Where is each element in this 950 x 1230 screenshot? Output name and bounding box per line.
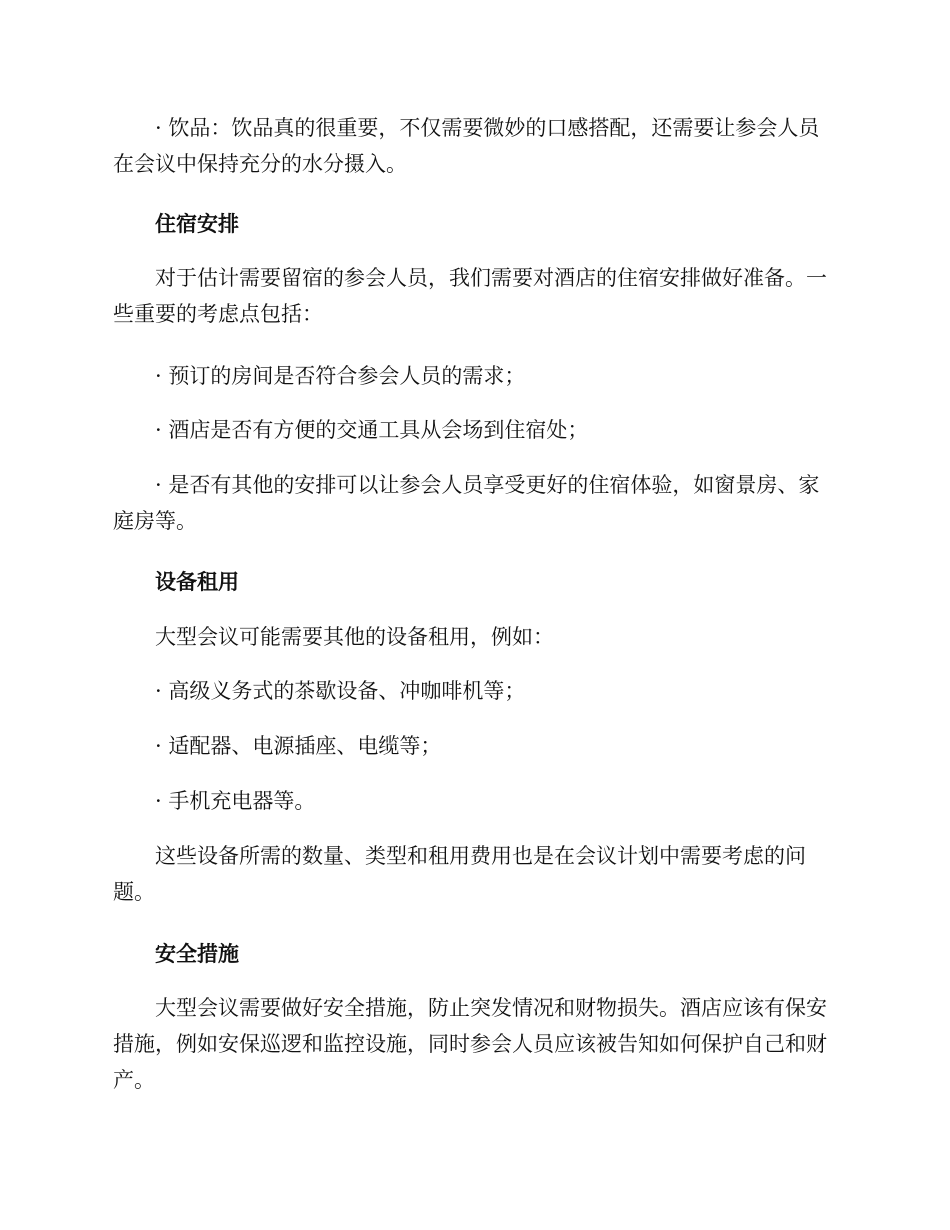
- paragraph-equipment-intro: 大型会议可能需要其他的设备租用，例如：: [155, 625, 554, 649]
- paragraph-drinks: · 饮品：饮品真的很重要，不仅需要微妙的口感搭配，还需要让参会人员在会议中保持充分的水分摄入。: [113, 116, 820, 176]
- list-item-adapters: · 适配器、电源插座、电缆等；: [155, 734, 442, 758]
- heading-accommodation: 住宿安排: [155, 212, 239, 236]
- list-item-better-experience: · 是否有其他的安排可以让参会人员享受更好的住宿体验，如窗景房、家庭房等。: [113, 473, 820, 533]
- list-item-tea-equipment: · 高级义务式的茶歇设备、冲咖啡机等；: [155, 679, 526, 703]
- paragraph-equipment-summary: 这些设备所需的数量、类型和租用费用也是在会议计划中需要考虑的问题。: [113, 844, 806, 904]
- paragraph-security: 大型会议需要做好安全措施，防止突发情况和财物损失。酒店应该有保安措施，例如安保巡逻和监控设施，同时参会人员应该被告知如何保护自己和财产。: [113, 996, 827, 1092]
- list-item-room-needs: · 预订的房间是否符合参会人员的需求；: [155, 364, 526, 388]
- list-item-transport: · 酒店是否有方便的交通工具从会场到住宿处；: [155, 418, 589, 442]
- paragraph-accommodation-intro: 对于估计需要留宿的参会人员，我们需要对酒店的住宿安排做好准备。一些重要的考虑点包括：: [113, 266, 827, 326]
- heading-security: 安全措施: [155, 942, 239, 966]
- list-item-phone-chargers: · 手机充电器等。: [155, 789, 316, 813]
- heading-equipment-rental: 设备租用: [155, 570, 239, 594]
